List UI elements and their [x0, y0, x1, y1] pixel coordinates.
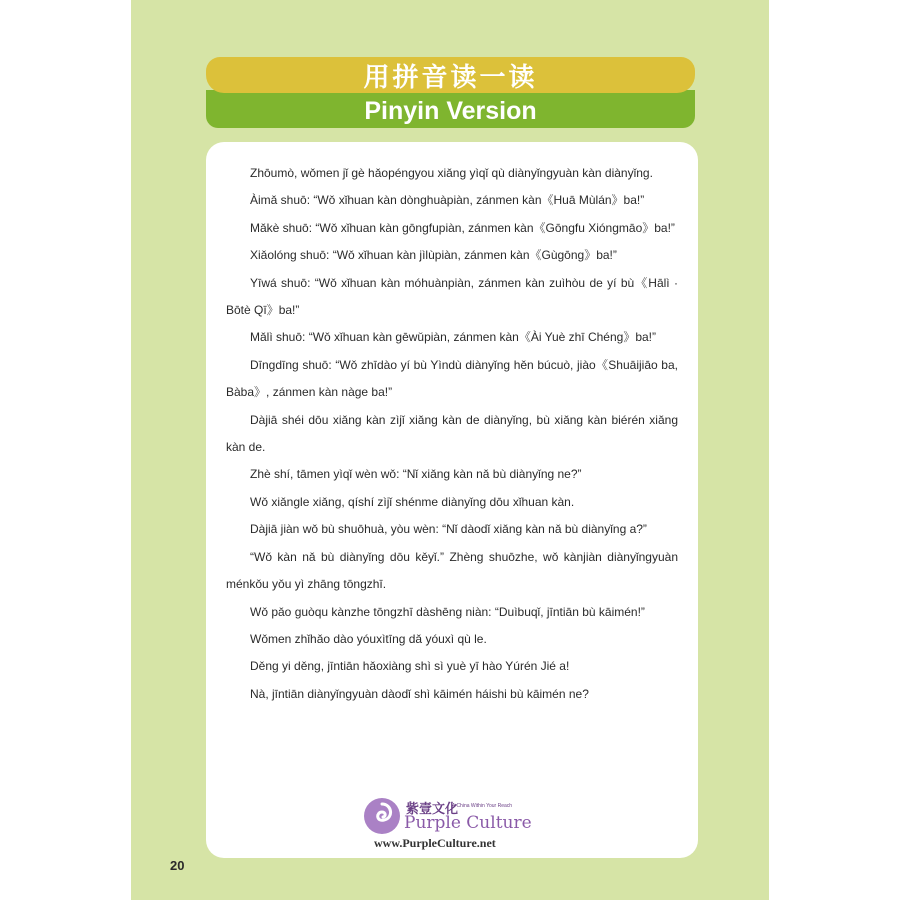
- story-paragraph: Děng yi děng, jīntiān hǎoxiàng shì sì yuè yī hào Yúrén Jié a!: [250, 659, 570, 674]
- watermark-tagline: A China Within Your Reach: [452, 803, 513, 809]
- title-banner: [206, 57, 695, 128]
- title-english: [206, 90, 695, 128]
- story-paragraph: Dàjiā shéi dōu xiǎng kàn zìjǐ xiǎng kàn de diànyǐng, bù xiǎng kàn biérén xiǎng kàn de.: [226, 412, 678, 455]
- story-paragraph: Wǒmen zhǐhǎo dào yóuxìtīng dǎ yóuxì qù le.: [250, 631, 487, 646]
- purple-culture-watermark: [362, 796, 562, 858]
- purple-culture-logo-icon: [362, 796, 402, 836]
- story-text: [226, 160, 678, 708]
- story-paragraph: Nà, jīntiān diànyǐngyuàn dàodǐ shì kāimén háishi bù kāimén ne?: [250, 686, 589, 701]
- story-paragraph: Dīngdīng shuō: “Wǒ zhīdào yí bù Yìndù diànyǐng hěn búcuò, jiào《Shuāijiāo ba, Bàba》, zánmen kàn nàge ba!”: [226, 357, 678, 400]
- story-paragraph: Dàjiā jiàn wǒ bù shuōhuà, yòu wèn: “Nǐ dàodǐ xiǎng kàn nǎ bù diànyǐng a?”: [250, 522, 647, 537]
- title-english-text: Pinyin Version: [364, 96, 537, 125]
- story-paragraph: Yīwá shuō: “Wǒ xǐhuan kàn móhuànpiàn, zánmen kàn zuìhòu de yí bù《Hālì · Bōtè Qī》ba!”: [226, 275, 678, 318]
- story-paragraph: Wǒ pǎo guòqu kànzhe tōngzhī dàshēng niàn: “Duìbuqǐ, jīntiān bù kāimén!”: [250, 604, 645, 619]
- title-chinese: 用拼音读一读: [206, 57, 695, 93]
- story-paragraph: Àimǎ shuō: “Wǒ xǐhuan kàn dònghuàpiàn, zánmen kàn《Huā Mùlán》ba!”: [250, 193, 645, 208]
- story-paragraph: Zhè shí, tāmen yìqǐ wèn wǒ: “Nǐ xiǎng kàn nǎ bù diànyǐng ne?”: [250, 467, 582, 482]
- watermark-url: www.PurpleCulture.net: [374, 836, 496, 850]
- watermark-chinese-name: 紫壹文化: [406, 802, 459, 817]
- story-paragraph: Mǎlì shuō: “Wǒ xǐhuan kàn gēwǔpiàn, zánmen kàn《Ài Yuè zhī Chéng》ba!”: [250, 330, 657, 345]
- page-number: 20: [170, 858, 185, 873]
- story-paragraph: Xiǎolóng shuō: “Wǒ xǐhuan kàn jìlùpiàn, zánmen kàn《Gùgōng》ba!”: [250, 248, 617, 263]
- watermark-brand: Purple Culture: [404, 813, 532, 833]
- story-paragraph: “Wǒ kàn nǎ bù diànyǐng dōu kěyǐ.” Zhèng shuōzhe, wǒ kànjiàn diànyǐngyuàn ménkǒu yǒu yì zhāng tōngzhī.: [226, 549, 678, 592]
- story-paragraph: Wǒ xiǎngle xiǎng, qíshí zìjǐ shénme diànyǐng dōu xǐhuan kàn.: [250, 494, 575, 509]
- story-paragraph: Mǎkè shuō: “Wǒ xǐhuan kàn gōngfupiàn, zánmen kàn《Gōngfu Xióngmāo》ba!”: [250, 220, 675, 235]
- story-paragraph: Zhōumò, wǒmen jǐ gè hǎopéngyou xiǎng yìqǐ qù diànyǐngyuàn kàn diànyǐng.: [250, 166, 653, 180]
